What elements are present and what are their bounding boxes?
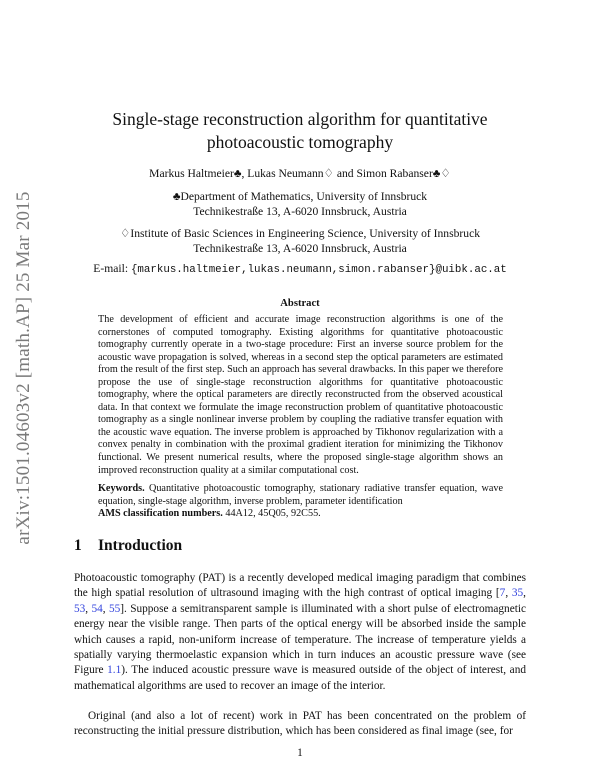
citation-7[interactable]: 7 xyxy=(499,587,506,600)
p1-text-2: ]. Suppose a semitransparent sample is illuminated with a short pulse of electromagnetic energy near the visible range. Then parts of the optical energy will be absorbed inside the sample which causes a rapid, non-uniform increase of temperature. The increase of temperature yields a spatially varying thermoelastic expansion which in turn induces an acoustic pressure wave (see Figure xyxy=(74,602,526,677)
keywords xyxy=(98,483,503,508)
p1-sep-3: , xyxy=(85,602,92,615)
title-line-1: Single-stage reconstruction algorithm for quantitative xyxy=(112,109,488,129)
p1-sep-4: , xyxy=(102,602,109,615)
citation-35[interactable]: 35 xyxy=(511,587,524,600)
keywords-label: Keywords. xyxy=(98,483,145,494)
affiliation-1-line-1: ♣Department of Mathematics, University of Innsbruck xyxy=(172,190,428,203)
ams-text: 44A12, 45Q05, 92C55. xyxy=(222,508,321,519)
authors: Markus Haltmeier♣, Lukas Neumann♢ and Simon Rabanser♣♢ xyxy=(149,167,451,180)
affiliation-2 xyxy=(0,226,600,256)
section-heading xyxy=(74,537,182,555)
paper-title xyxy=(0,108,600,154)
affiliation-2-line-2: Technikestraße 13, A-6020 Innsbruck, Austria xyxy=(193,242,407,255)
section-title: Introduction xyxy=(98,537,183,554)
citation-53[interactable]: 53 xyxy=(74,602,86,615)
email-label: E-mail: xyxy=(93,262,131,275)
ams-label: AMS classification numbers. xyxy=(98,508,223,519)
p1-sep-2: , xyxy=(523,587,526,600)
abstract-heading: Abstract xyxy=(280,298,320,309)
keywords-text: Quantitative photoacoustic tomography, stationary radiative transfer equation, wave equation, single-stage algorithm, inverse problem, parameter identification xyxy=(98,483,503,507)
arxiv-identifier: arXiv:1501.04603v2 [math.AP] 25 Mar 2015 xyxy=(13,191,34,545)
title-line-2: photoacoustic tomography xyxy=(206,132,394,152)
p1-text-3: ). The induced acoustic pressure wave is measured outside of the object of interest, and mathematical algorithms are used to recover an image of the interior. xyxy=(74,664,526,692)
email-line xyxy=(0,262,600,276)
email-address[interactable]: {markus.haltmeier,lukas.neumann,simon.rabanser}@uibk.ac.at xyxy=(130,264,507,276)
intro-paragraph-1 xyxy=(74,571,526,694)
abstract-text: The development of efficient and accurate image reconstruction algorithms is one of the cornerstones of computed tomography. Existing algorithms for quantitative photoacoustic tomography currently operate in a two-stage procedure: First an inverse source problem for the acoustic wave propagation is solved, whereas in a second step the optical parameters are estimated from the result of the first step. Such an approach has several drawbacks. In this paper we therefore propose the use of single-stage reconstruction algorithms for quantitative photoacoustic tomography, where the optical parameters are directly reconstructed from the observed acoustical data. In that context we formulate the image reconstruction problem of quantitative photoacoustic tomography as a single nonlinear inverse problem by coupling the radiative transfer equation with the acoustic wave equation. The inverse problem is approached by Tikhonov regularization with a convex penalty in combination with the proximal gradient iteration for minimizing the Tikhonov functional. We present numerical results, where the proposed single-stage algorithm shows an improved reconstruction quality at a similar computational cost. xyxy=(98,314,503,476)
p1-sep-1: , xyxy=(505,587,512,600)
citation-54[interactable]: 54 xyxy=(91,602,103,615)
affiliation-1 xyxy=(0,189,600,219)
affiliation-2-line-1: ♢Institute of Basic Sciences in Engineering Science, University of Innsbruck xyxy=(119,227,481,240)
p1-text-1: Photoacoustic tomography (PAT) is a recently developed medical imaging paradigm that combines the high spatial resolution of ultrasound imaging with the high contrast of optical imaging [ xyxy=(74,572,526,600)
ams-classification xyxy=(98,508,503,521)
citation-55[interactable]: 55 xyxy=(108,602,121,615)
section-number: 1 xyxy=(74,537,82,554)
intro-paragraph-2: Original (and also a lot of recent) work in PAT has been concentrated on the problem of reconstructing the initial pressure distribution, which has been considered as final image (see, for xyxy=(74,710,526,738)
page-number: 1 xyxy=(297,747,303,759)
figure-link-1-1[interactable]: 1.1 xyxy=(107,664,122,677)
affiliation-1-line-2: Technikestraße 13, A-6020 Innsbruck, Austria xyxy=(193,205,407,218)
